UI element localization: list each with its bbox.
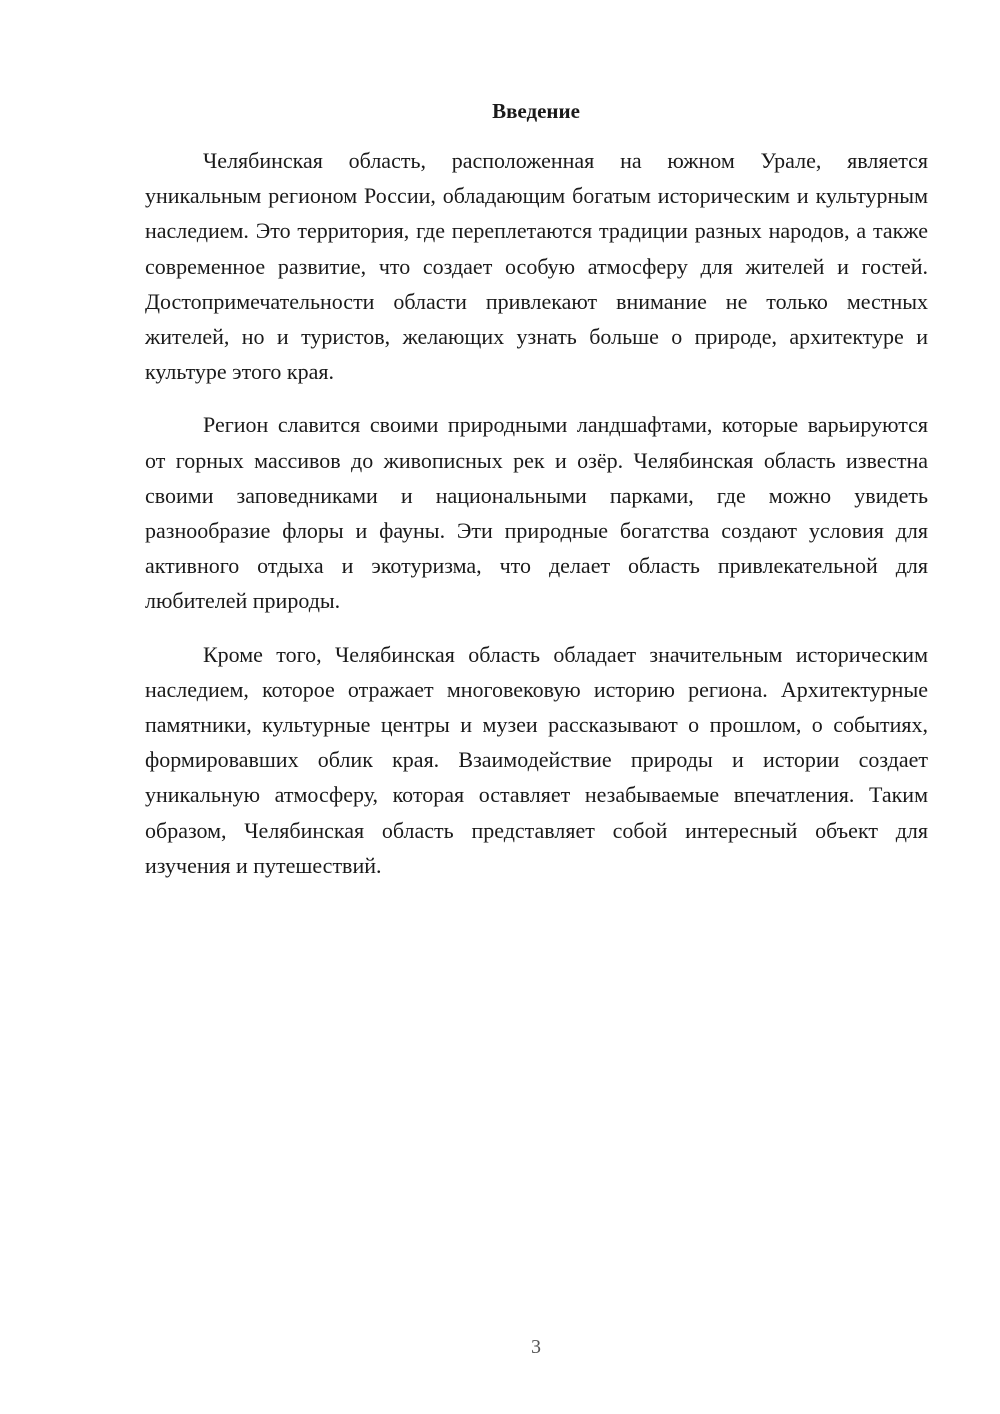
- body-text: [145, 143, 928, 901]
- page-number: 3: [531, 1336, 541, 1358]
- paragraph-nature: Регион славится своими природными ландшафтами, которые варьируются от горных массивов до живописных рек и озёр. Челябинская область известна своими заповедниками и национальными парками, где можно увидеть разнообразие флоры и фауны. Эти природные богатства создают условия для активного отдыха и экотуризма, что делает область привлекательной для любителей природы.: [145, 412, 928, 614]
- page-title: Введение: [492, 99, 580, 123]
- paragraph-history: Кроме того, Челябинская область обладает значительным историческим наследием, которое отражает многовековую историю региона. Архитектурные памятники, культурные центры и музеи рассказывают о прошлом, о событиях, формировавших облик края. Взаимодействие природы и истории создает уникальную атмосферу, которая оставляет незабываемые впечатления. Таким образом, Челябинская область представляет собой интересный объект для изучения и путешествий.: [145, 641, 928, 878]
- paragraph-intro: Челябинская область, расположенная на южном Урале, является уникальным регионом России, обладающим богатым историческим и культурным наследием. Это территория, где переплетаются традиции разных народов, а также современное развитие, что создает особую атмосферу для жителей и гостей. Достопримечательности области привлекают внимание не только местных жителей, но и туристов, желающих узнать больше о природе, архитектуре и культуре этого края.: [145, 148, 928, 385]
